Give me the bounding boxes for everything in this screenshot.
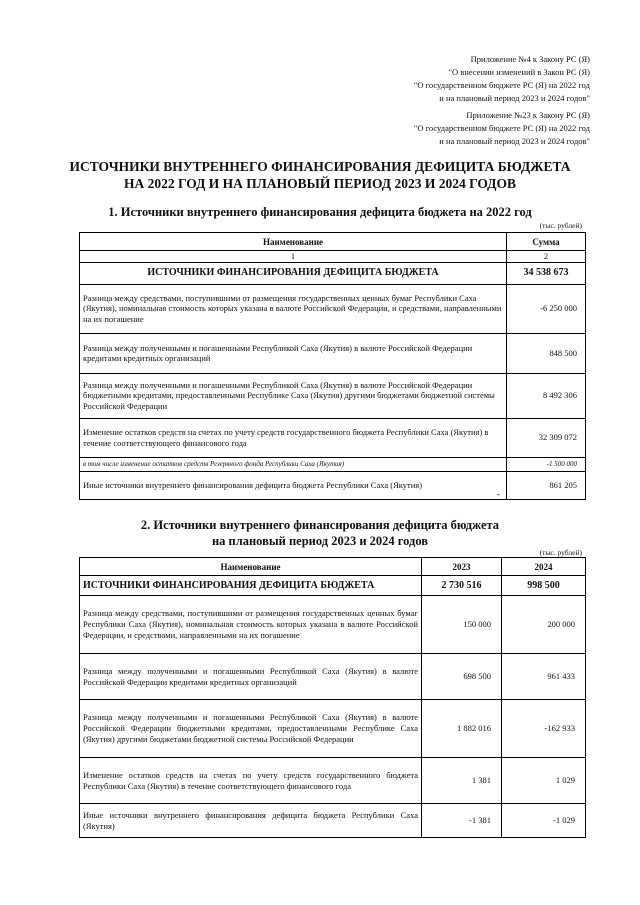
row-name: в том числе изменение остатков средств Резервного фонда Республики Саха (Якутия) — [80, 457, 507, 471]
row-name: Иные источники внутреннего финансирования дефицита бюджета Республики Саха (Якутия) — [80, 804, 422, 838]
row-2024: 200 000 — [502, 596, 586, 654]
row-2024: -162 933 — [502, 700, 586, 758]
row-name: Изменение остатков средств на счетах по учету средств государственного бюджета Республики Саха (Якутия) в течение соответствующего финансового года — [80, 758, 422, 804]
row-sum: -1 500 000 — [507, 457, 586, 471]
appendix-line: "О государственном бюджете РС (Я) на 2022 год — [413, 123, 590, 133]
total-row — [80, 262, 586, 284]
header-2023: 2023 — [422, 558, 502, 576]
appendix-line: "О внесении изменений в Закон РС (Я) — [448, 67, 590, 77]
table-row — [80, 654, 586, 700]
document-title — [0, 158, 640, 192]
title-line: ИСТОЧНИКИ ВНУТРЕННЕГО ФИНАНСИРОВАНИЯ ДЕФИЦИТА БЮДЖЕТА — [69, 159, 571, 174]
appendix-line: Приложение №4 к Закону РС (Я) — [470, 54, 590, 64]
row-sum: 848 500 — [507, 333, 586, 373]
row-sum: -6 250 000 — [507, 284, 586, 333]
italic-row — [80, 457, 586, 471]
row-name: Разница между средствами, поступившими от размещения государственных ценных бумаг Республики Саха (Якутия), номинальная стоимость которых указана в валюте Российской Федерации, и средствами, направленными на их погашение — [80, 596, 422, 654]
table-header-row — [80, 233, 586, 251]
appendix-line: "О государственном бюджете РС (Я) на 2022 год — [413, 80, 590, 90]
row-sum: 861 205 — [507, 471, 586, 499]
title-line: на плановый период 2023 и 2024 годов — [211, 534, 429, 548]
row-name: Разница между полученными и погашенными Республикой Саха (Якутия) в валюте Российской Федерации бюджетными кредитами, предоставленными Республике Саха (Якутия) другими бюджетами бюджетной системы Российской Федерации — [80, 373, 507, 418]
section-2-table — [79, 557, 586, 838]
table-row — [80, 700, 586, 758]
appendix-note-23 — [414, 109, 590, 148]
index-name: 1 — [80, 251, 507, 263]
section-1-title: 1. Источники внутреннего финансирования дефицита бюджета на 2022 год — [108, 205, 532, 219]
total-2024: 998 500 — [502, 576, 586, 596]
row-name: Изменение остатков средств на счетах по учету средств государственного бюджета Республики Саха (Якутия) в течение соответствующего финансового года — [80, 418, 507, 457]
total-row — [80, 576, 586, 596]
appendix-note-4 — [414, 53, 590, 105]
section-1-unit: (тыс. рублей) — [539, 221, 582, 230]
row-name: Разница между полученными и погашенными Республикой Саха (Якутия) в валюте Российской Федерации кредитами кредитных организаций — [80, 654, 422, 700]
row-2023: 1 381 — [422, 758, 502, 804]
total-sum: 34 538 673 — [507, 262, 586, 284]
total-name: ИСТОЧНИКИ ФИНАНСИРОВАНИЯ ДЕФИЦИТА БЮДЖЕТА — [80, 576, 422, 596]
table-row — [80, 471, 586, 499]
section-2-unit: (тыс. рублей) — [539, 548, 582, 557]
row-2023: 698 500 — [422, 654, 502, 700]
section-1-table — [79, 232, 586, 500]
table-row — [80, 373, 586, 418]
row-sum: 8 492 306 — [507, 373, 586, 418]
table-row — [80, 418, 586, 457]
index-row — [80, 251, 586, 263]
table-row — [80, 758, 586, 804]
table-header-row — [80, 558, 586, 576]
section-2-title — [0, 517, 640, 549]
header-2024: 2024 — [502, 558, 586, 576]
row-name: Иные источники внутреннего финансирования дефицита бюджета Республики Саха (Якутия) — [80, 471, 507, 499]
header-sum: Сумма — [507, 233, 586, 251]
row-2023: -1 381 — [422, 804, 502, 838]
row-name: Разница между полученными и погашенными Республикой Саха (Якутия) в валюте Российской Федерации кредитами кредитных организаций — [80, 333, 507, 373]
row-2024: 1 029 — [502, 758, 586, 804]
index-sum: 2 — [507, 251, 586, 263]
table-row — [80, 333, 586, 373]
row-sum: 32 309 072 — [507, 418, 586, 457]
appendix-line: Приложение №23 к Закону РС (Я) — [466, 110, 590, 120]
title-line: НА 2022 ГОД И НА ПЛАНОВЫЙ ПЕРИОД 2023 И 2024 ГОДОВ — [124, 176, 516, 191]
total-2023: 2 730 516 — [422, 576, 502, 596]
total-name: ИСТОЧНИКИ ФИНАНСИРОВАНИЯ ДЕФИЦИТА БЮДЖЕТА — [80, 262, 507, 284]
header-name: Наименование — [80, 558, 422, 576]
row-name: Разница между полученными и погашенными Республикой Саха (Якутия) в валюте Российской Федерации бюджетными кредитами, предоставленными Республике Саха (Якутия) другими бюджетами бюджетной системы Российской Федерации — [80, 700, 422, 758]
table-row — [80, 284, 586, 333]
appendix-line: и на плановый период 2023 и 2024 годов" — [439, 93, 590, 103]
table-row — [80, 804, 586, 838]
row-2023: 150 000 — [422, 596, 502, 654]
row-name: Разница между средствами, поступившими от размещения государственных ценных бумаг Республики Саха (Якутия), номинальная стоимость которых указана в валюте Российской Федерации, и средствами, направленными на их погашение — [80, 284, 507, 333]
row-2023: 1 882 016 — [422, 700, 502, 758]
appendix-line: и на плановый период 2023 и 2024 годов" — [439, 136, 590, 146]
title-line: 2. Источники внутреннего финансирования дефицита бюджета — [140, 518, 500, 532]
row-2024: 961 433 — [502, 654, 586, 700]
margin-dash: - — [497, 489, 500, 499]
header-name: Наименование — [80, 233, 507, 251]
row-2024: -1 029 — [502, 804, 586, 838]
table-row — [80, 596, 586, 654]
